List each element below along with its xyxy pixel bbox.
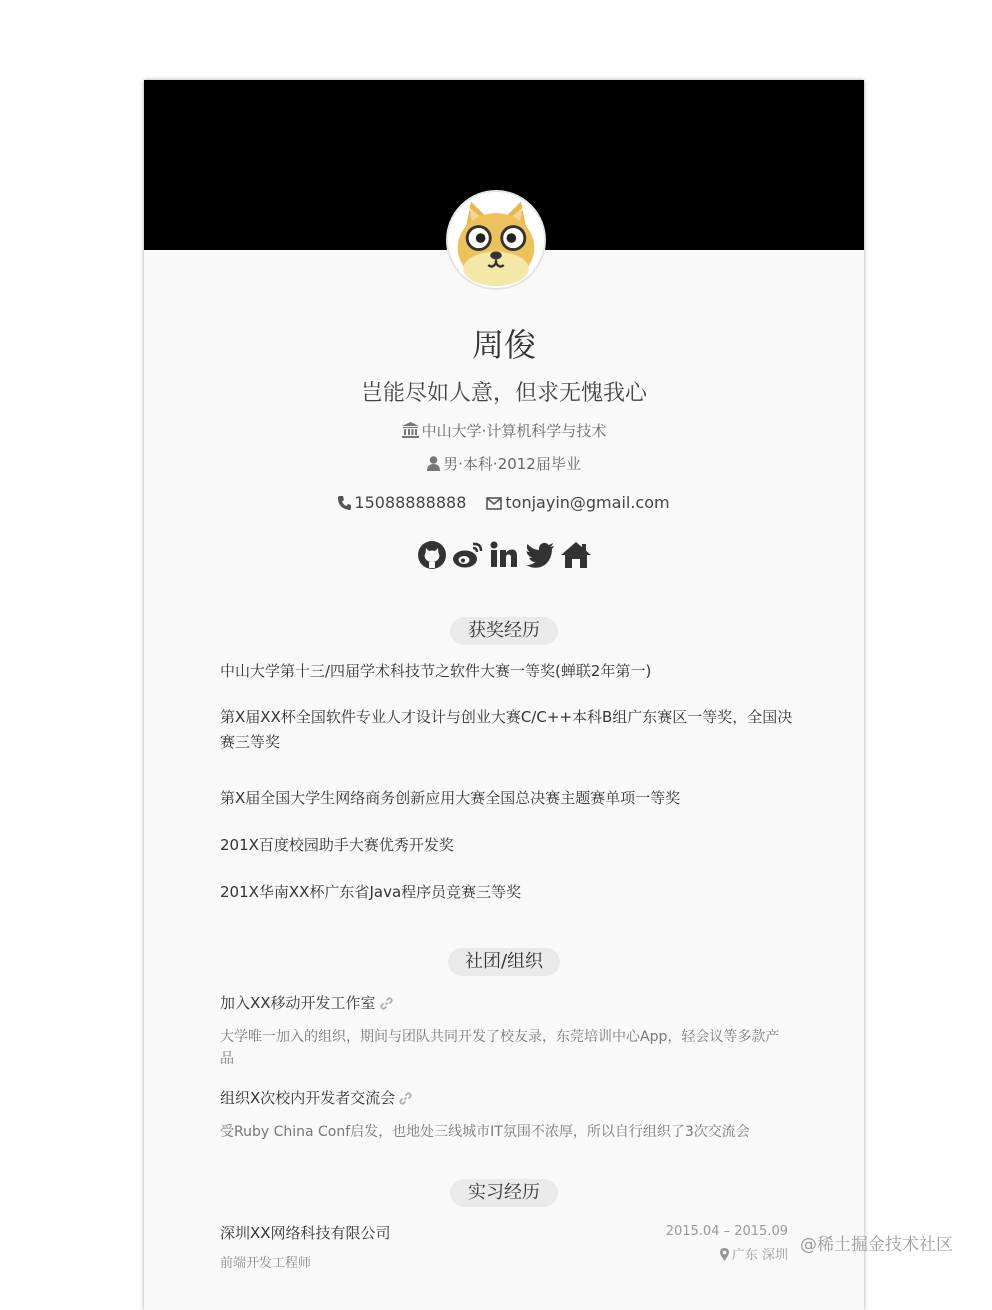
- award-item: 第X届XX杯全国软件专业人才设计与创业大赛C/C++本科B组广东赛区一等奖，全国决赛三等奖: [220, 708, 793, 751]
- org-name[interactable]: 加入XX移动开发工作室: [220, 994, 376, 1012]
- phone-icon: [338, 495, 351, 514]
- map-marker-icon: [720, 1248, 729, 1265]
- award-item: 第X届全国大学生网络商务创新应用大赛全国总决赛主题赛单项一等奖: [220, 789, 681, 807]
- link-icon[interactable]: [399, 1091, 412, 1109]
- resume-card: [144, 80, 864, 1310]
- section-title-internship: 实习经历: [450, 1179, 558, 1207]
- contact-line: [144, 493, 864, 514]
- email-link[interactable]: tonjayin@gmail.com: [505, 493, 670, 512]
- doge-avatar-icon: [448, 192, 544, 288]
- job-role: 前端开发工程师: [220, 1256, 312, 1271]
- github-icon[interactable]: [416, 539, 448, 571]
- job-location: [720, 1244, 788, 1265]
- phone-link[interactable]: 15088888888: [354, 493, 467, 512]
- award-item: 中山大学第十三/四届学术科技节之软件大赛一等奖(蝉联2年第一): [220, 662, 652, 680]
- org-item-title: [220, 992, 393, 1014]
- org-description: 受Ruby China Conf启发，也地处三线城市IT氛围不浓厚，所以自行组织了3次交流会: [220, 1124, 750, 1140]
- company-name: 深圳XX网络科技有限公司: [220, 1224, 391, 1242]
- award-item: 201X华南XX杯广东省Java程序员竞赛三等奖: [220, 883, 522, 901]
- university-icon: [402, 422, 419, 442]
- org-description: 大学唯一加入的组织，期间与团队共同开发了校友录，东莞培训中心App，轻会议等多款产品: [220, 1029, 780, 1067]
- award-item: 201X百度校园助手大赛优秀开发奖: [220, 836, 454, 854]
- social-links: [416, 538, 592, 572]
- school-line: [144, 420, 864, 442]
- job-location-text: 广东 深圳: [731, 1248, 788, 1263]
- twitter-icon[interactable]: [524, 539, 556, 571]
- profile-name: 周俊: [471, 326, 536, 364]
- avatar: [446, 190, 546, 290]
- section-title-orgs: 社团/组织: [448, 948, 560, 976]
- school-text: 中山大学·计算机科学与技术: [421, 422, 607, 440]
- linkedin-icon[interactable]: [488, 539, 520, 571]
- org-name[interactable]: 组织X次校内开发者交流会: [220, 1089, 396, 1107]
- home-icon[interactable]: [560, 539, 592, 571]
- link-icon[interactable]: [380, 996, 393, 1014]
- gender-text: 男·本科·2012届毕业: [443, 455, 581, 473]
- gender-line: [144, 453, 864, 475]
- weibo-icon[interactable]: [452, 539, 484, 571]
- user-icon: [427, 456, 440, 475]
- section-title-awards: 获奖经历: [450, 617, 558, 645]
- job-dates: 2015.04 – 2015.09: [665, 1224, 788, 1239]
- profile-motto: 岂能尽如人意，但求无愧我心: [360, 381, 647, 406]
- org-item-title: [220, 1087, 412, 1109]
- envelope-icon: [486, 495, 502, 514]
- watermark: @稀土掘金技术社区: [800, 1235, 953, 1255]
